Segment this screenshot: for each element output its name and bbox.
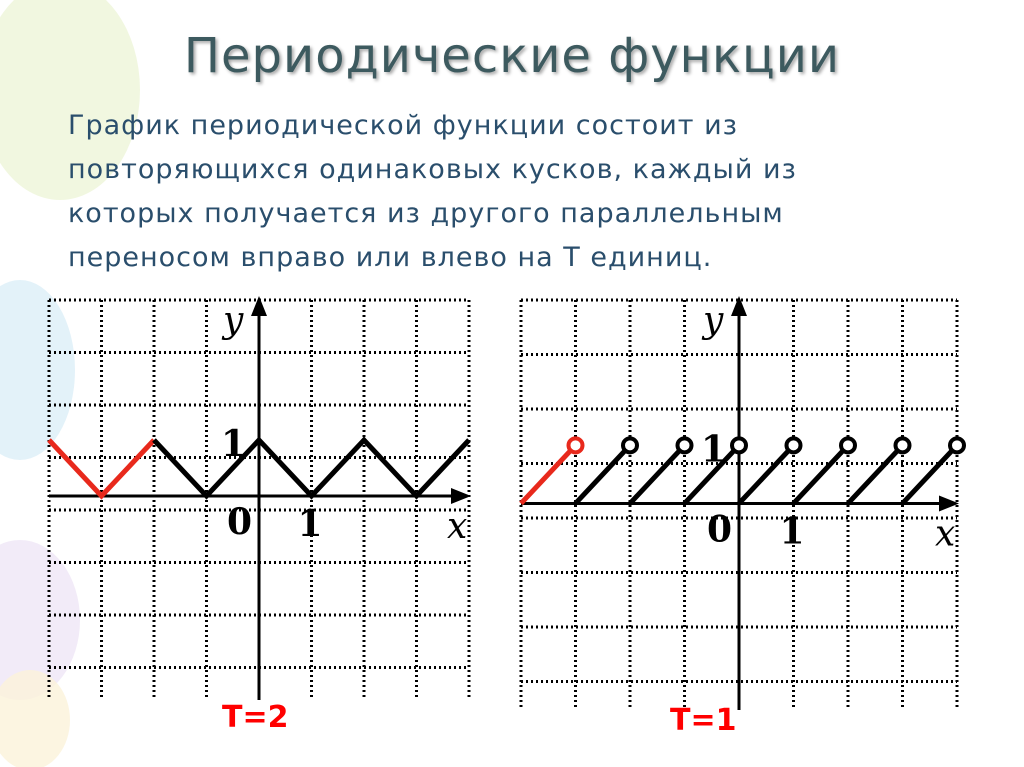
series-line	[576, 445, 631, 503]
series-line	[521, 445, 576, 503]
period-label: T=2	[222, 700, 289, 735]
open-endpoint-marker	[569, 438, 583, 452]
open-endpoint-marker	[732, 438, 746, 452]
open-endpoint-marker	[950, 438, 964, 452]
slide-title: Периодические функции	[183, 28, 841, 84]
series-line	[49, 440, 154, 496]
open-endpoint-marker	[841, 438, 855, 452]
series-line	[630, 445, 685, 503]
x-tick-label: 1	[297, 503, 323, 545]
open-endpoint-marker	[678, 438, 692, 452]
x-tick-label: 1	[779, 510, 805, 553]
y-tick-label: 1	[701, 428, 727, 471]
series-line	[903, 445, 958, 503]
y-axis-label: y	[703, 300, 724, 341]
paragraph-line: которых получается из другого параллельным	[68, 198, 784, 229]
series-line	[739, 445, 794, 503]
y-tick-label: 1	[221, 423, 247, 465]
x-axis-arrow	[939, 495, 959, 511]
x-axis-label: x	[447, 506, 468, 547]
series-line	[794, 445, 849, 503]
chart-sawtooth-wave	[512, 290, 982, 710]
paragraph-line: переносом вправо или влево на Т единиц.	[68, 242, 713, 273]
chart-triangle-wave	[40, 290, 480, 700]
open-endpoint-marker	[623, 438, 637, 452]
slide-paragraph	[68, 104, 958, 280]
period-label: T=1	[670, 703, 737, 738]
y-axis-arrow	[731, 296, 747, 316]
origin-label: 0	[707, 508, 733, 551]
x-axis-label: x	[935, 513, 956, 555]
open-endpoint-marker	[896, 438, 910, 452]
y-axis-label: y	[223, 300, 244, 341]
open-endpoint-marker	[787, 438, 801, 452]
paragraph-line: повторяющихся одинаковых кусков, каждый из	[68, 154, 797, 185]
origin-label: 0	[227, 501, 253, 543]
series-line	[154, 440, 469, 496]
paragraph-line: График периодической функции состоит из	[68, 110, 739, 141]
series-line	[848, 445, 903, 503]
